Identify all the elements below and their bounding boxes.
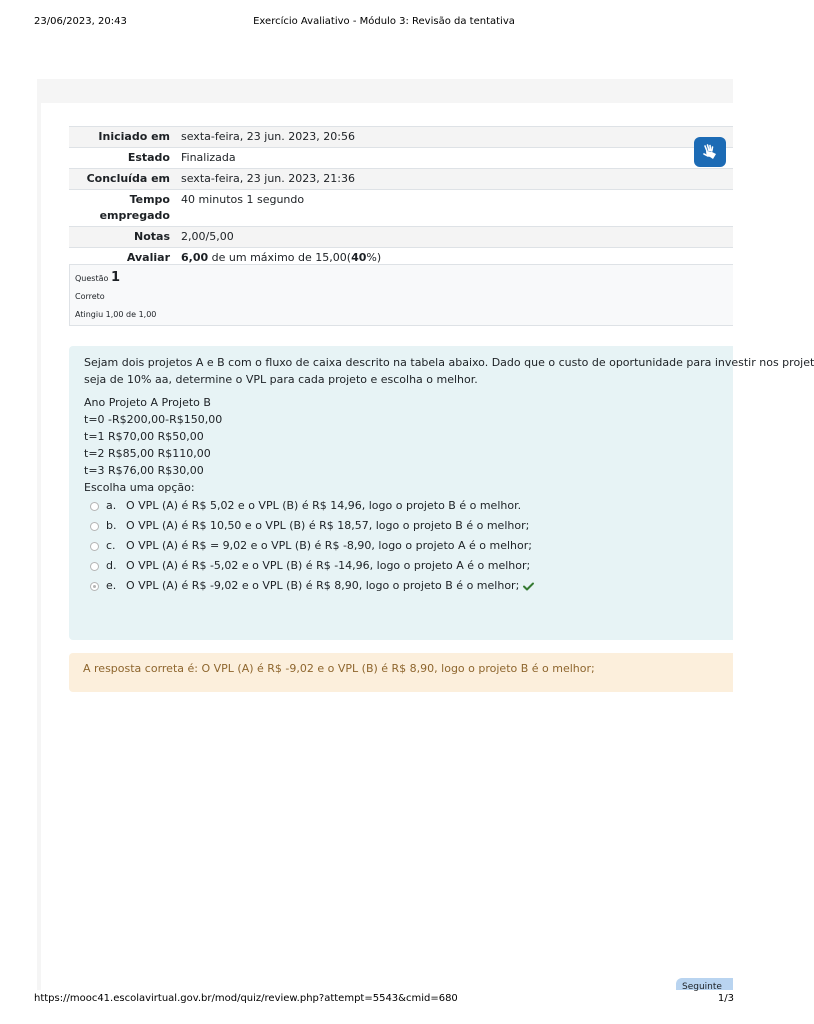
question-formulation (69, 346, 814, 640)
state-value: Finalizada (181, 151, 236, 164)
radio-c[interactable] (90, 542, 99, 551)
print-header (0, 16, 768, 32)
radio-e[interactable] (90, 582, 99, 591)
started-value: sexta-feira, 23 jun. 2023, 20:56 (181, 130, 355, 143)
option-text-c: O VPL (A) é R$ = 9,02 e o VPL (B) é R$ -8,90, logo o projeto A é o melhor; (126, 539, 532, 552)
grade-max-text: de um máximo de 15,00( (208, 251, 352, 264)
question-label: Questão (75, 274, 109, 283)
option-letter-c: c. (106, 539, 116, 552)
question-text-line1: Sejam dois projetos A e B com o fluxo de caixa descrito na tabela abaixo. Dado que o custo de oportunidade para investir nos projet (84, 356, 814, 369)
time-value: 40 minutos 1 segundo (181, 193, 305, 206)
time-label-line1: Tempo (129, 193, 170, 206)
check-icon (523, 582, 534, 591)
completed-value: sexta-feira, 23 jun. 2023, 21:36 (181, 172, 355, 185)
radio-d[interactable] (90, 562, 99, 571)
print-footer (0, 993, 768, 1009)
cashflow-row-t3: t=3 R$76,00 R$30,00 (84, 464, 204, 477)
page-left-bar (37, 103, 41, 990)
summary-row-time (69, 190, 733, 227)
option-letter-d: d. (106, 559, 117, 572)
question-state: Correto (75, 292, 105, 301)
print-title: Exercício Avaliativo - Módulo 3: Revisão da tentativa (253, 16, 515, 27)
started-label: Iniciado em (98, 130, 170, 143)
summary-row-completed (69, 169, 733, 190)
cashflow-row-t1: t=1 R$70,00 R$50,00 (84, 430, 204, 443)
completed-label: Concluída em (86, 172, 170, 185)
answer-option-b[interactable] (84, 516, 733, 536)
option-text-d: O VPL (A) é R$ -5,02 e o VPL (B) é R$ -14,96, logo o projeto A é o melhor; (126, 559, 531, 572)
next-page-button[interactable]: Seguinte (676, 978, 733, 990)
summary-row-marks (69, 227, 733, 248)
marks-value: 2,00/5,00 (181, 230, 234, 243)
answer-option-e[interactable] (84, 576, 733, 596)
summary-row-started (69, 127, 733, 148)
question-mark: Atingiu 1,00 de 1,00 (75, 310, 157, 319)
state-label: Estado (127, 151, 170, 164)
option-letter-e: e. (106, 579, 117, 592)
print-page-number: 1/3 (717, 993, 734, 1004)
radio-a[interactable] (90, 502, 99, 511)
option-text-b: O VPL (A) é R$ 10,50 e o VPL (B) é R$ 18,57, logo o projeto B é o melhor; (126, 519, 530, 532)
accessibility-button[interactable] (694, 137, 726, 167)
cashflow-row-t0: t=0 -R$200,00-R$150,00 (84, 413, 223, 426)
page-top-bar (37, 79, 733, 103)
question-number: 1 (110, 270, 120, 285)
answer-prompt: Escolha uma opção: (84, 481, 195, 494)
option-letter-b: b. (106, 519, 117, 532)
question-text-line2: seja de 10% aa, determine o VPL para cada projeto e escolha o melhor. (84, 373, 478, 386)
summary-row-state (69, 148, 733, 169)
answer-option-d[interactable] (84, 556, 733, 576)
cashflow-table-header: Ano Projeto A Projeto B (84, 396, 211, 409)
print-date: 23/06/2023, 20:43 (34, 16, 127, 27)
cashflow-row-t2: t=2 R$85,00 R$110,00 (84, 447, 211, 460)
radio-b[interactable] (90, 522, 99, 531)
attempt-summary-table (69, 126, 733, 269)
marks-label: Notas (134, 230, 170, 243)
time-label (69, 190, 177, 226)
option-text-e: O VPL (A) é R$ -9,02 e o VPL (B) é R$ 8,90, logo o projeto B é o melhor; (126, 579, 520, 592)
question-info-box (69, 264, 733, 326)
correct-answer-feedback: A resposta correta é: O VPL (A) é R$ -9,02 e o VPL (B) é R$ 8,90, logo o projeto B é o melhor; (69, 653, 733, 692)
option-text-a: O VPL (A) é R$ 5,02 e o VPL (B) é R$ 14,96, logo o projeto B é o melhor. (126, 499, 522, 512)
answer-option-c[interactable] (84, 536, 733, 556)
grade-percent-sign: %) (366, 251, 382, 264)
grade-percent: 40 (351, 251, 367, 264)
question-number-line (75, 269, 728, 288)
grade-label: Avaliar (126, 251, 170, 264)
grade-score: 6,00 (181, 251, 209, 264)
time-label-line2: empregado (99, 209, 170, 222)
print-url: https://mooc41.escolavirtual.gov.br/mod/quiz/review.php?attempt=5543&cmid=680 (34, 993, 458, 1004)
hands-sign-language-icon (700, 142, 720, 162)
option-letter-a: a. (106, 499, 117, 512)
answer-option-a[interactable] (84, 496, 733, 516)
